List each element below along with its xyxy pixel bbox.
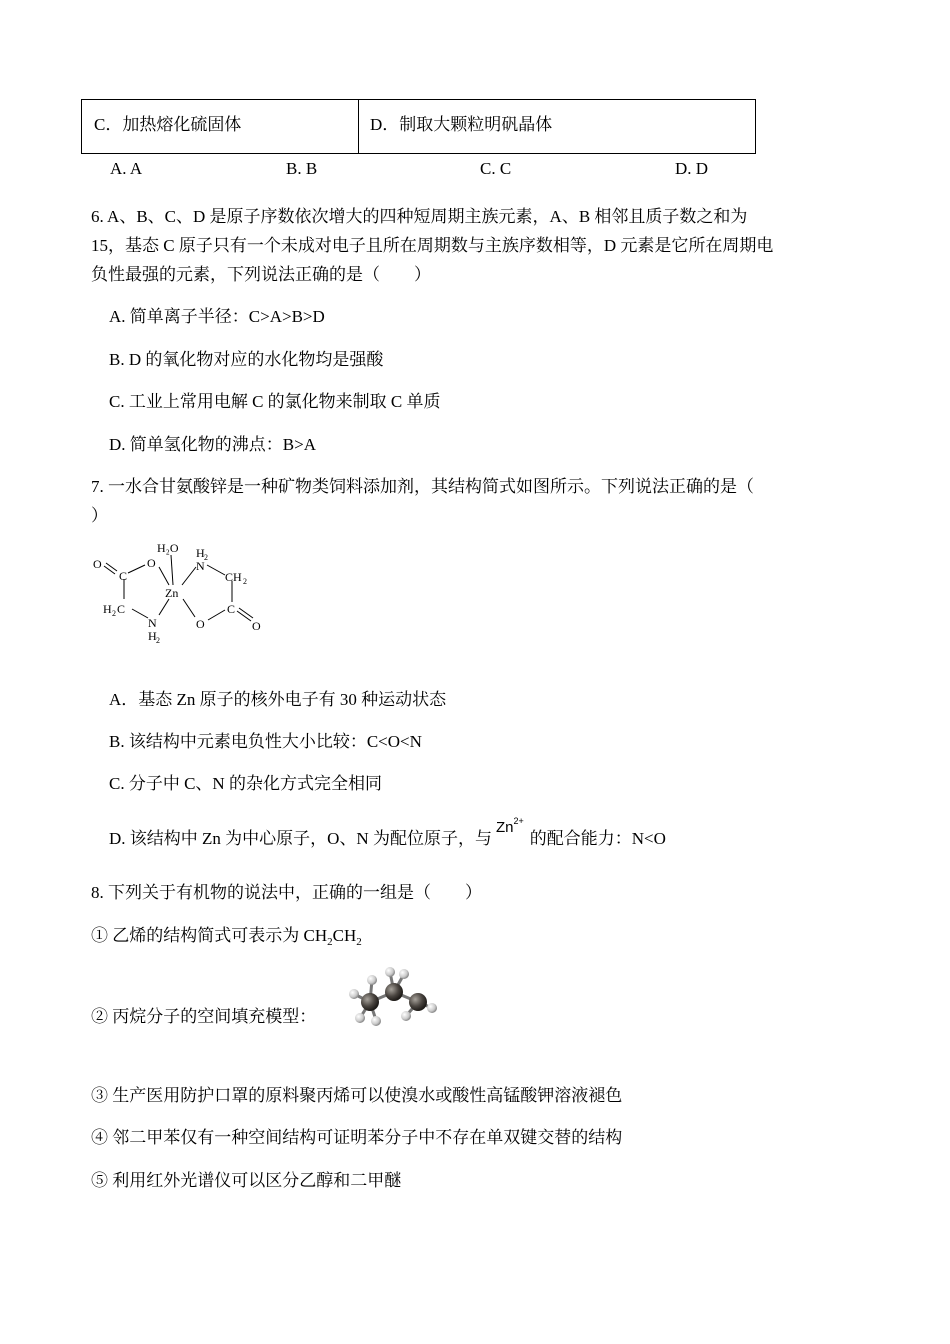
q6-stem-line-2: 15，基态 C 原子只有一个未成对电子且所在周期数与主族序数相等，D 元素是它所在周期电 — [91, 236, 774, 255]
propane-model-image — [342, 960, 442, 1030]
atom-h-top: H — [196, 546, 205, 560]
q7-option-c: C. 分子中 C、N 的杂化方式完全相同 — [109, 774, 382, 793]
q7-stem-line-2: ） — [91, 506, 108, 525]
atom-h2o: H₂O — [157, 541, 179, 555]
atom-zn: Zn — [165, 586, 179, 600]
q5-cell-d: D．制取大颗粒明矾晶体 — [370, 115, 553, 134]
q7-option-a: A．基态 Zn 原子的核外电子有 30 种运动状态 — [109, 690, 447, 709]
atom-n-bottom-sub: 2 — [156, 636, 160, 645]
h-atom — [401, 1011, 411, 1021]
atom-c-right: C — [227, 602, 236, 616]
c-atom — [409, 993, 427, 1011]
q7-option-b: B. 该结构中元素电负性大小比较：C<O<N — [109, 732, 422, 751]
q8-item-5: ⑤ 利用红外光谱仪可以区分乙醇和二甲醚 — [91, 1171, 402, 1190]
q6-option-c: C. 工业上常用电解 C 的氯化物来制取 C 单质 — [109, 392, 441, 411]
atom-n-bottom-h: H — [148, 629, 157, 643]
atom-h2c-left-c: C — [117, 602, 126, 616]
h-atom — [385, 967, 395, 977]
q7-option-d — [109, 816, 666, 849]
q6-option-d: D. 简单氢化物的沸点：B>A — [109, 435, 316, 454]
atom-h2c-left-h: H — [103, 602, 112, 616]
atom-o-ring-right: O — [196, 617, 205, 631]
atom-h2c-left-sub: 2 — [112, 609, 116, 618]
q7-stem-line-1: 7. 一水合甘氨酸锌是一种矿物类饲料添加剂，其结构简式如图所示。下列说法正确的是（ — [91, 477, 754, 496]
q8-item-1-sub-2: 2 — [356, 936, 362, 948]
q5-table-divider — [358, 100, 359, 153]
q8-item-1-sub-1: 2 — [327, 936, 333, 948]
q8-item-4: ④ 邻二甲苯仅有一种空间结构可证明苯分子中不存在单双键交替的结构 — [91, 1128, 623, 1147]
q5-option-d: D. D — [675, 159, 709, 178]
q6-stem-line-1: 6. A、B、C、D 是原子序数依次增大的四种短周期主族元素，A、B 相邻且质子数之和为 — [91, 207, 748, 226]
zinc-glycinate-structure — [85, 535, 285, 650]
h-atom — [371, 1016, 381, 1026]
q8-item-1-pre: ① 乙烯的结构简式可表示为 CH — [91, 926, 328, 945]
h-atom — [355, 1013, 365, 1023]
h-atom — [427, 1003, 437, 1013]
atom-h-top-sub: 2 — [204, 553, 208, 562]
q6-option-a: A. 简单离子半径：C>A>B>D — [109, 307, 325, 326]
atom-n-bottom: N — [148, 616, 157, 630]
q8-item-2: ② 丙烷分子的空间填充模型： — [91, 1007, 317, 1026]
c-atom — [361, 993, 379, 1011]
q5-option-table — [81, 99, 756, 154]
q7-option-d-pre: D. 该结构中 Zn 为中心原子，O、N 为配位原子，与 — [109, 829, 492, 848]
atom-ch2-right: CH — [225, 570, 242, 584]
q7-option-d-charge: 2+ — [513, 816, 524, 826]
q6-stem-line-3: 负性最强的元素，下列说法正确的是（ ） — [91, 265, 431, 284]
q8-stem: 8. 下列关于有机物的说法中，正确的一组是（ ） — [91, 883, 482, 902]
h-atom — [349, 989, 359, 999]
q8-item-1-mid: CH — [332, 926, 357, 945]
h-atom — [399, 969, 409, 979]
atom-o-ring-left: O — [147, 556, 156, 570]
atom-o-carbonyl-left: O — [93, 557, 102, 571]
q5-cell-c: C．加热熔化硫固体 — [94, 115, 242, 134]
q8-item-3: ③ 生产医用防护口罩的原料聚丙烯可以使溴水或酸性高锰酸钾溶液褪色 — [91, 1086, 623, 1105]
q5-option-b: B. B — [286, 159, 318, 178]
q7-option-d-post: 的配合能力：N<O — [529, 829, 666, 848]
c-atom — [385, 983, 403, 1001]
q5-option-c: C. C — [480, 159, 512, 178]
q6-option-b: B. D 的氧化物对应的水化物均是强酸 — [109, 350, 384, 369]
q7-option-d-ion: Zn — [495, 819, 514, 836]
atom-ch2-right-sub: 2 — [243, 577, 247, 586]
atom-c-left: C — [119, 569, 128, 583]
h-atom — [367, 975, 377, 985]
atom-o-carbonyl-right: O — [252, 619, 261, 633]
q5-option-a: A. A — [110, 159, 143, 178]
q8-item-1 — [91, 921, 362, 946]
atom-n-top: N — [196, 559, 205, 573]
